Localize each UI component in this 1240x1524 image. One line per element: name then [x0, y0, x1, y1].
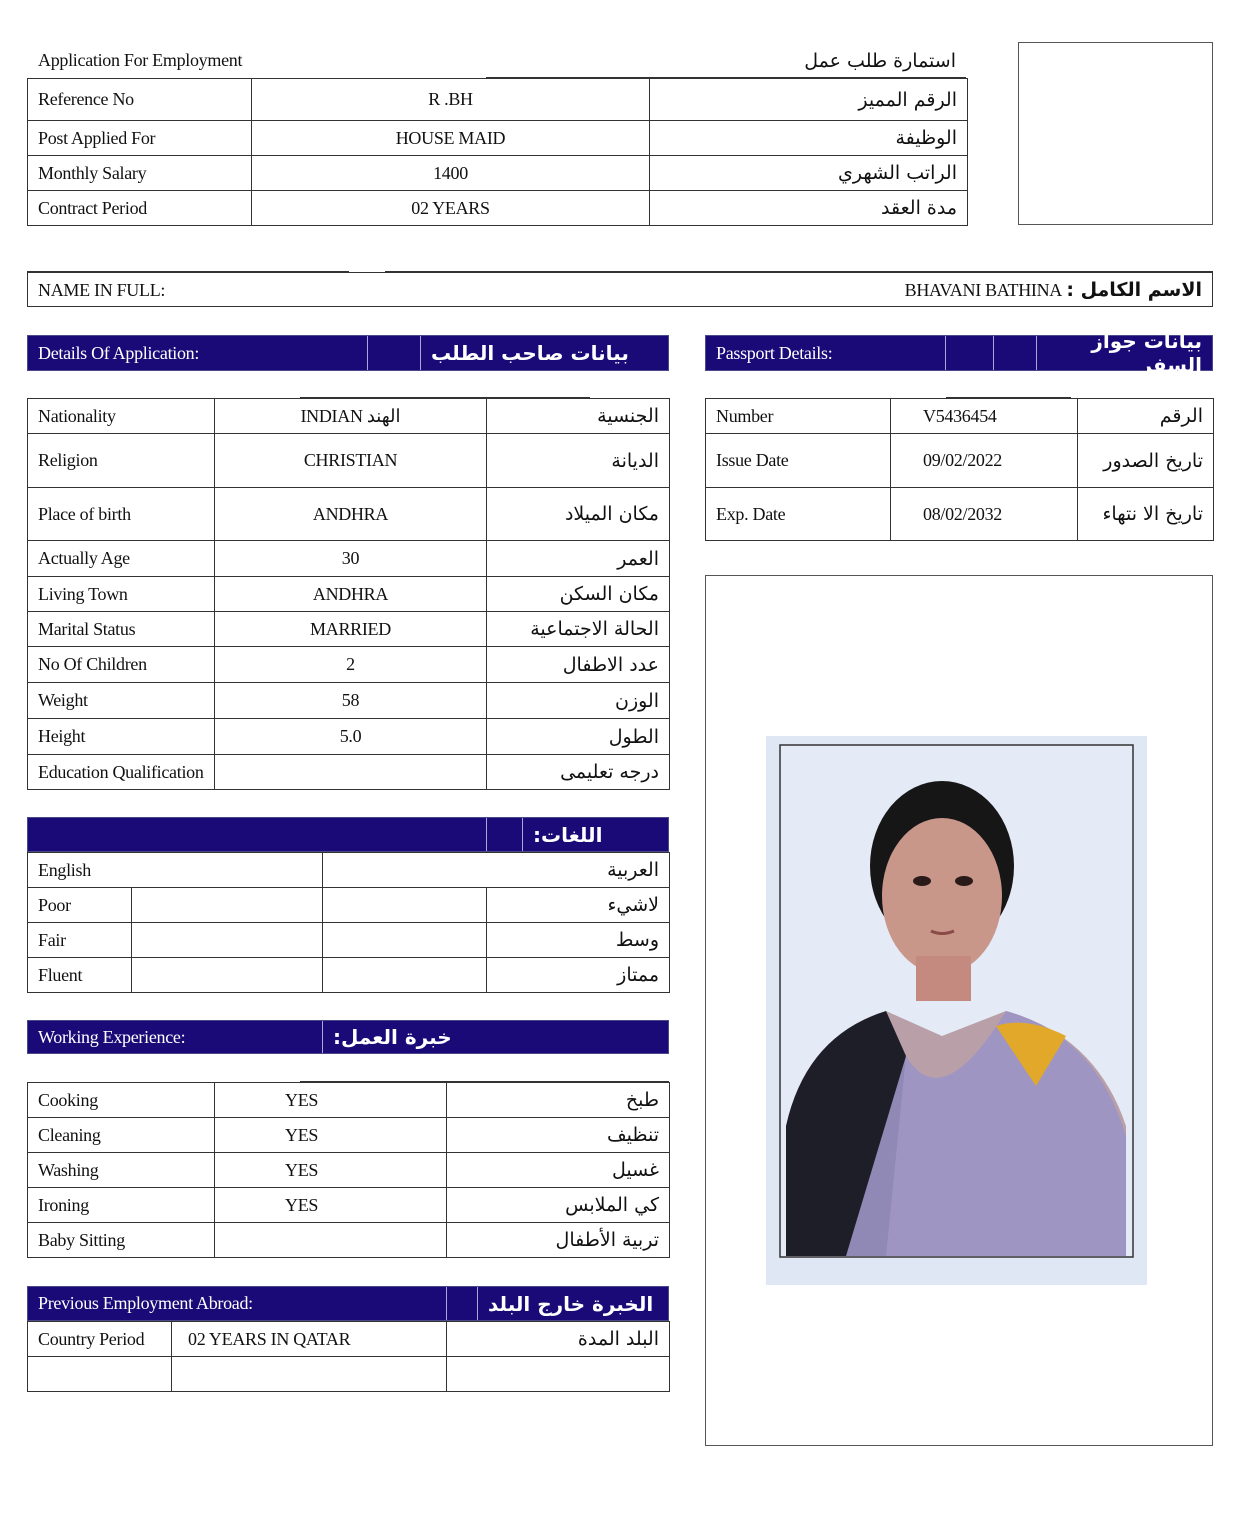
table-row [28, 121, 968, 156]
value: INDIAN الهند [215, 399, 487, 434]
header-spacer [447, 1287, 478, 1320]
language-english: English [28, 853, 323, 888]
label-en: No Of Children [28, 647, 215, 683]
header-spacer [487, 818, 523, 851]
value: 08/02/2032 [891, 488, 1078, 541]
table-row [28, 399, 670, 434]
form-title-ar: استمارة طلب عمل [804, 50, 956, 72]
table-row [28, 755, 670, 790]
abroad-label-ar: البلد المدة [447, 1322, 670, 1357]
table-row [28, 191, 968, 226]
applicant-photo-frame [705, 575, 1213, 1446]
table-row [28, 923, 670, 958]
label-ar: درجه تعليمى [487, 755, 670, 790]
label-ar: الوزن [487, 683, 670, 719]
table-row [28, 1223, 670, 1258]
experience-table [27, 1082, 670, 1258]
experience-header-ar: خبرة العمل: [333, 1025, 452, 1049]
value: 58 [215, 683, 487, 719]
experience-header-en: Working Experience: [28, 1021, 323, 1053]
abroad-table [27, 1321, 670, 1392]
label-en: Education Qualification [28, 755, 215, 790]
person-portrait-icon [766, 736, 1147, 1285]
value: 1400 [252, 156, 650, 191]
details-header-en: Details Of Application: [28, 336, 368, 370]
value: R .BH [252, 79, 650, 121]
label-ar: الرقم [1078, 399, 1214, 434]
table-row [28, 853, 670, 888]
full-name-label-ar: الاسم الكامل : [1066, 279, 1202, 301]
abroad-header-en: Previous Employment Abroad: [28, 1287, 447, 1320]
header-spacer [368, 336, 421, 370]
skill-ar: تنظيف [447, 1118, 670, 1153]
label-en: Height [28, 719, 215, 755]
skill-ar: غسيل [447, 1153, 670, 1188]
label-ar: الجنسية [487, 399, 670, 434]
value: ANDHRA [215, 577, 487, 612]
skill-value: YES [215, 1153, 447, 1188]
label-ar: مكان الميلاد [487, 488, 670, 541]
level-ar: وسط [487, 923, 670, 958]
skill-value [215, 1223, 447, 1258]
table-row [706, 434, 1214, 488]
label-en: Exp. Date [706, 488, 891, 541]
level-en: Fluent [28, 958, 132, 993]
english-level-cell [132, 888, 323, 923]
value: CHRISTIAN [215, 434, 487, 488]
label-en: Religion [28, 434, 215, 488]
label-en: Place of birth [28, 488, 215, 541]
label-ar: تاريخ الصدور [1078, 434, 1214, 488]
languages-table [27, 852, 670, 993]
value: 30 [215, 541, 487, 577]
table-row [28, 1083, 670, 1118]
passport-header-en: Passport Details: [706, 336, 946, 370]
full-name-row [27, 272, 1213, 307]
label-en: Marital Status [28, 612, 215, 647]
skill-ar: تربية الأطفال [447, 1223, 670, 1258]
label-ar: تاريخ الا نتهاء [1078, 488, 1214, 541]
value: 02 YEARS [252, 191, 650, 226]
header-spacer [28, 818, 487, 851]
full-name-value: BHAVANI BATHINA [904, 280, 1062, 300]
label-ar: الوظيفة [650, 121, 968, 156]
table-row [28, 434, 670, 488]
passport-header-ar: بيانات جواز السفر [1091, 329, 1202, 377]
label-en: Issue Date [706, 434, 891, 488]
table-row [28, 541, 670, 577]
skill-value: YES [215, 1188, 447, 1223]
table-row [28, 1153, 670, 1188]
table-row [28, 719, 670, 755]
label-ar: مكان السكن [487, 577, 670, 612]
header-spacer [994, 336, 1037, 370]
arabic-level-cell [323, 958, 487, 993]
experience-section-header [27, 1020, 669, 1054]
table-row [28, 1118, 670, 1153]
table-row [28, 1322, 670, 1357]
label-ar: الراتب الشهري [650, 156, 968, 191]
details-header-ar: بيانات صاحب الطلب [431, 341, 629, 365]
header-spacer [946, 336, 994, 370]
languages-header-ar: اللغات: [533, 822, 603, 847]
abroad-label-en: Country Period [28, 1322, 172, 1357]
value: 2 [215, 647, 487, 683]
table-row [28, 888, 670, 923]
passport-section-header [705, 329, 1213, 377]
value: ANDHRA [215, 488, 487, 541]
full-name-label-en: NAME IN FULL: [38, 280, 166, 300]
label-ar: الرقم المميز [650, 79, 968, 121]
label-en: Nationality [28, 399, 215, 434]
form-title-en: Application For Employment [38, 50, 243, 70]
value: HOUSE MAID [252, 121, 650, 156]
details-table [27, 398, 670, 790]
value: 09/02/2022 [891, 434, 1078, 488]
label-ar: الحالة الاجتماعية [487, 612, 670, 647]
table-row [28, 577, 670, 612]
passport-table [705, 398, 1214, 541]
label-ar: الطول [487, 719, 670, 755]
label-ar: العمر [487, 541, 670, 577]
label-en: Post Applied For [28, 121, 252, 156]
table-row [28, 79, 968, 121]
english-level-cell [132, 958, 323, 993]
language-arabic: العربية [323, 853, 670, 888]
label-ar: عدد الاطفال [487, 647, 670, 683]
english-level-cell [132, 923, 323, 958]
table-row [706, 399, 1214, 434]
label-en: Reference No [28, 79, 252, 121]
top-info-table [27, 78, 968, 226]
skill-ar: كي الملابس [447, 1188, 670, 1223]
value: V5436454 [891, 399, 1078, 434]
label-en: Weight [28, 683, 215, 719]
table-row [28, 647, 670, 683]
skill-value: YES [215, 1083, 447, 1118]
details-section-header [27, 335, 669, 371]
table-row [28, 1357, 670, 1392]
skill-value: YES [215, 1118, 447, 1153]
table-row [28, 958, 670, 993]
value: MARRIED [215, 612, 487, 647]
label-en: Living Town [28, 577, 215, 612]
skill-en: Ironing [28, 1188, 215, 1223]
table-row [28, 1188, 670, 1223]
arabic-level-cell [323, 923, 487, 958]
empty-cell [28, 1357, 172, 1392]
arabic-level-cell [323, 888, 487, 923]
level-ar: ممتاز [487, 958, 670, 993]
applicant-photo [766, 736, 1147, 1285]
level-en: Fair [28, 923, 132, 958]
table-row [28, 488, 670, 541]
label-en: Monthly Salary [28, 156, 252, 191]
value [215, 755, 487, 790]
skill-ar: طبخ [447, 1083, 670, 1118]
abroad-value: 02 YEARS IN QATAR [172, 1322, 447, 1357]
languages-section-header [27, 817, 669, 852]
label-ar: الديانة [487, 434, 670, 488]
abroad-header-ar: الخبرة خارج البلد [488, 1291, 654, 1316]
photo-placeholder-small [1018, 42, 1213, 225]
table-row [28, 683, 670, 719]
table-row [28, 612, 670, 647]
level-en: Poor [28, 888, 132, 923]
label-en: Number [706, 399, 891, 434]
abroad-section-header [27, 1286, 669, 1321]
empty-cell [172, 1357, 447, 1392]
skill-en: Washing [28, 1153, 215, 1188]
skill-en: Cooking [28, 1083, 215, 1118]
label-en: Actually Age [28, 541, 215, 577]
level-ar: لاشيء [487, 888, 670, 923]
skill-en: Baby Sitting [28, 1223, 215, 1258]
table-row [706, 488, 1214, 541]
empty-cell [447, 1357, 670, 1392]
skill-en: Cleaning [28, 1118, 215, 1153]
value: 5.0 [215, 719, 487, 755]
table-row [28, 156, 968, 191]
label-ar: مدة العقد [650, 191, 968, 226]
label-en: Contract Period [28, 191, 252, 226]
